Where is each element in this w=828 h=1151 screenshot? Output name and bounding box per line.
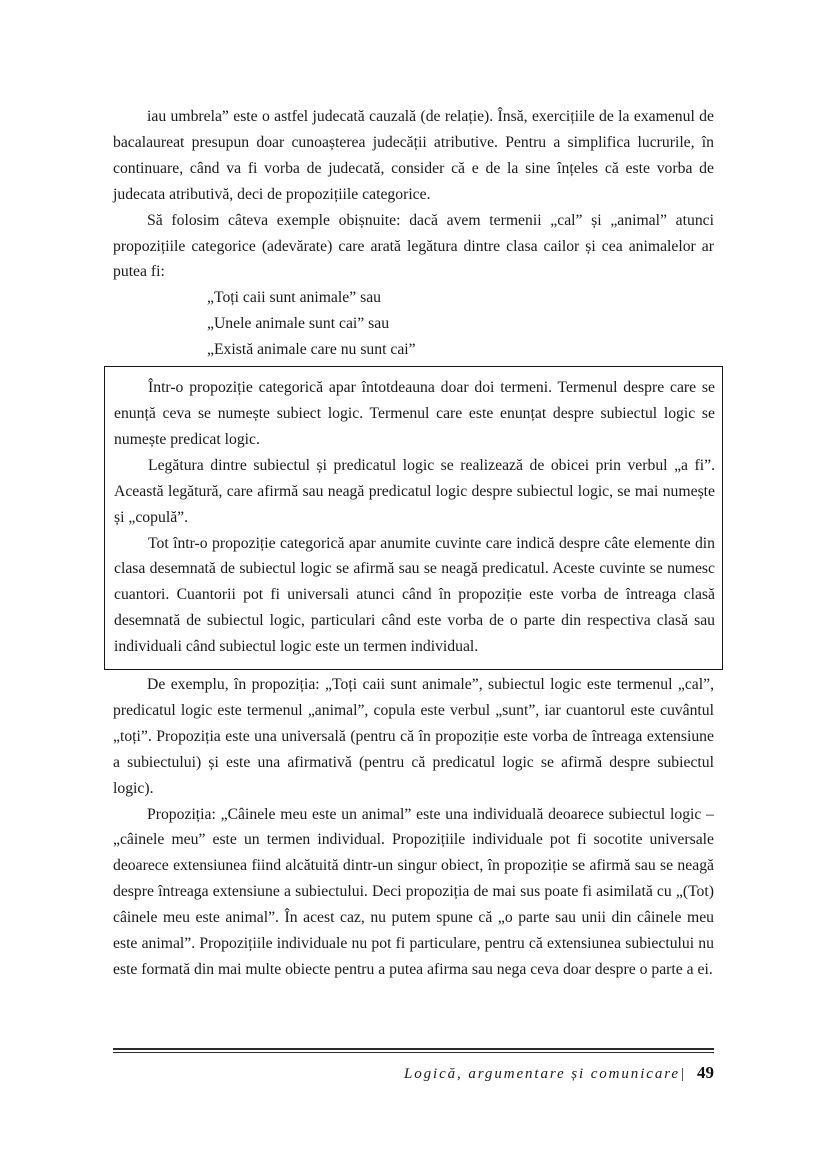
boxed-paragraph-copula: Legătura dintre subiectul și predicatul logic se realizează de obicei prin verbul „a fi”. Această legătură, care afirmă sau neagă predicatul logic despre subiectul logic, se mai numește și „copulă”. [114,456,715,526]
footer-divider-rule [113,1048,714,1053]
boxed-paragraph-quantifiers: Tot într-o propoziție categorică apar anumite cuvinte care indică despre câte elemente din clasa desemnată de subiectul logic se afirmă sau se neagă predicatul. Aceste cuvinte se numesc cuantori. Cuantorii pot fi universali atunci când în propoziție este vorba de întreaga clasă desemnată de subiectul logic, particulari când este vorba de o parte din respectiva clasă sau individuali când subiectul logic este un termen individual. [114,534,715,656]
example-propositions-list [113,285,714,363]
page-footer [113,1048,714,1083]
boxed-paragraph-terms: Într-o propoziție categorică apar întotdeauna doar doi termeni. Termenul despre care se enunță ceva se numește subiect logic. Termenul care este enunțat despre subiectul logic se numește predicat logic. [114,379,715,448]
paragraph-example-universal: De exemplu, în propoziția: „Toți caii sunt animale”, subiectul logic este termenul „cal”, predicatul logic este termenul „animal”, copula este verbul „sunt”, iar cuantorul este cuvântul „toți”. Propoziția este una universală (pentru că în propoziție este vorba de întreaga extensiune a subiectului) și este una afirmativă (pentru că predicatul logic se afirmă despre subiectul logic). [113,676,714,797]
footer-book-title: Logică, argumentare și comunicare [403,1065,680,1082]
list-item: „Toți caii sunt animale” sau [207,289,382,307]
highlighted-definition-box [104,366,723,670]
paragraph-intro-2: Să folosim câteva exemple obișnuite: dacă avem termenii „cal” și „animal” atunci propozițiile categorice (adevărate) care arată legătura dintre clasa cailor și cea animalelor ar putea fi: [113,211,714,281]
page-content [113,104,714,983]
paragraph-intro-1: iau umbrela” este o astfel judecată cauzală (de relație). Însă, exercițiile de la examenul de bacalaureat presupun doar cunoașterea judecății atributive. Pentru a simplifica lucrurile, în continuare, când va fi vorba de judecată, consider că e de la sine înțeles că este vorba de judecata atributivă, deci de propozițiile categorice. [113,108,714,203]
footer-separator: | [680,1065,684,1082]
paragraph-example-individual: Propoziția: „Câinele meu este un animal” este una individuală deoarece subiectul logic – „câinele meu” este un termen individual. Propozițiile individuale pot fi socotite universale deoarece extensiunea fiind alcătuită dintr-un singur obiect, în propoziție se afirmă sau se neagă despre întreaga extensiune a subiectului. Deci propoziția de mai sus poate fi asimilată cu „(Tot) câinele meu este animal”. În acest caz, nu putem spune că „o parte sau unii din câinele meu este animal”. Propozițiile individuale nu pot fi particulare, pentru că extensiunea subiectului nu este formată din mai multe obiecte pentru a putea afirma sau nega ceva doar despre o parte a ei. [113,805,714,978]
list-item: „Unele animale sunt cai” sau [207,315,390,333]
list-item: „Există animale care nu sunt cai” [207,341,416,359]
footer-text-line [113,1063,714,1083]
page-number: 49 [697,1062,714,1082]
